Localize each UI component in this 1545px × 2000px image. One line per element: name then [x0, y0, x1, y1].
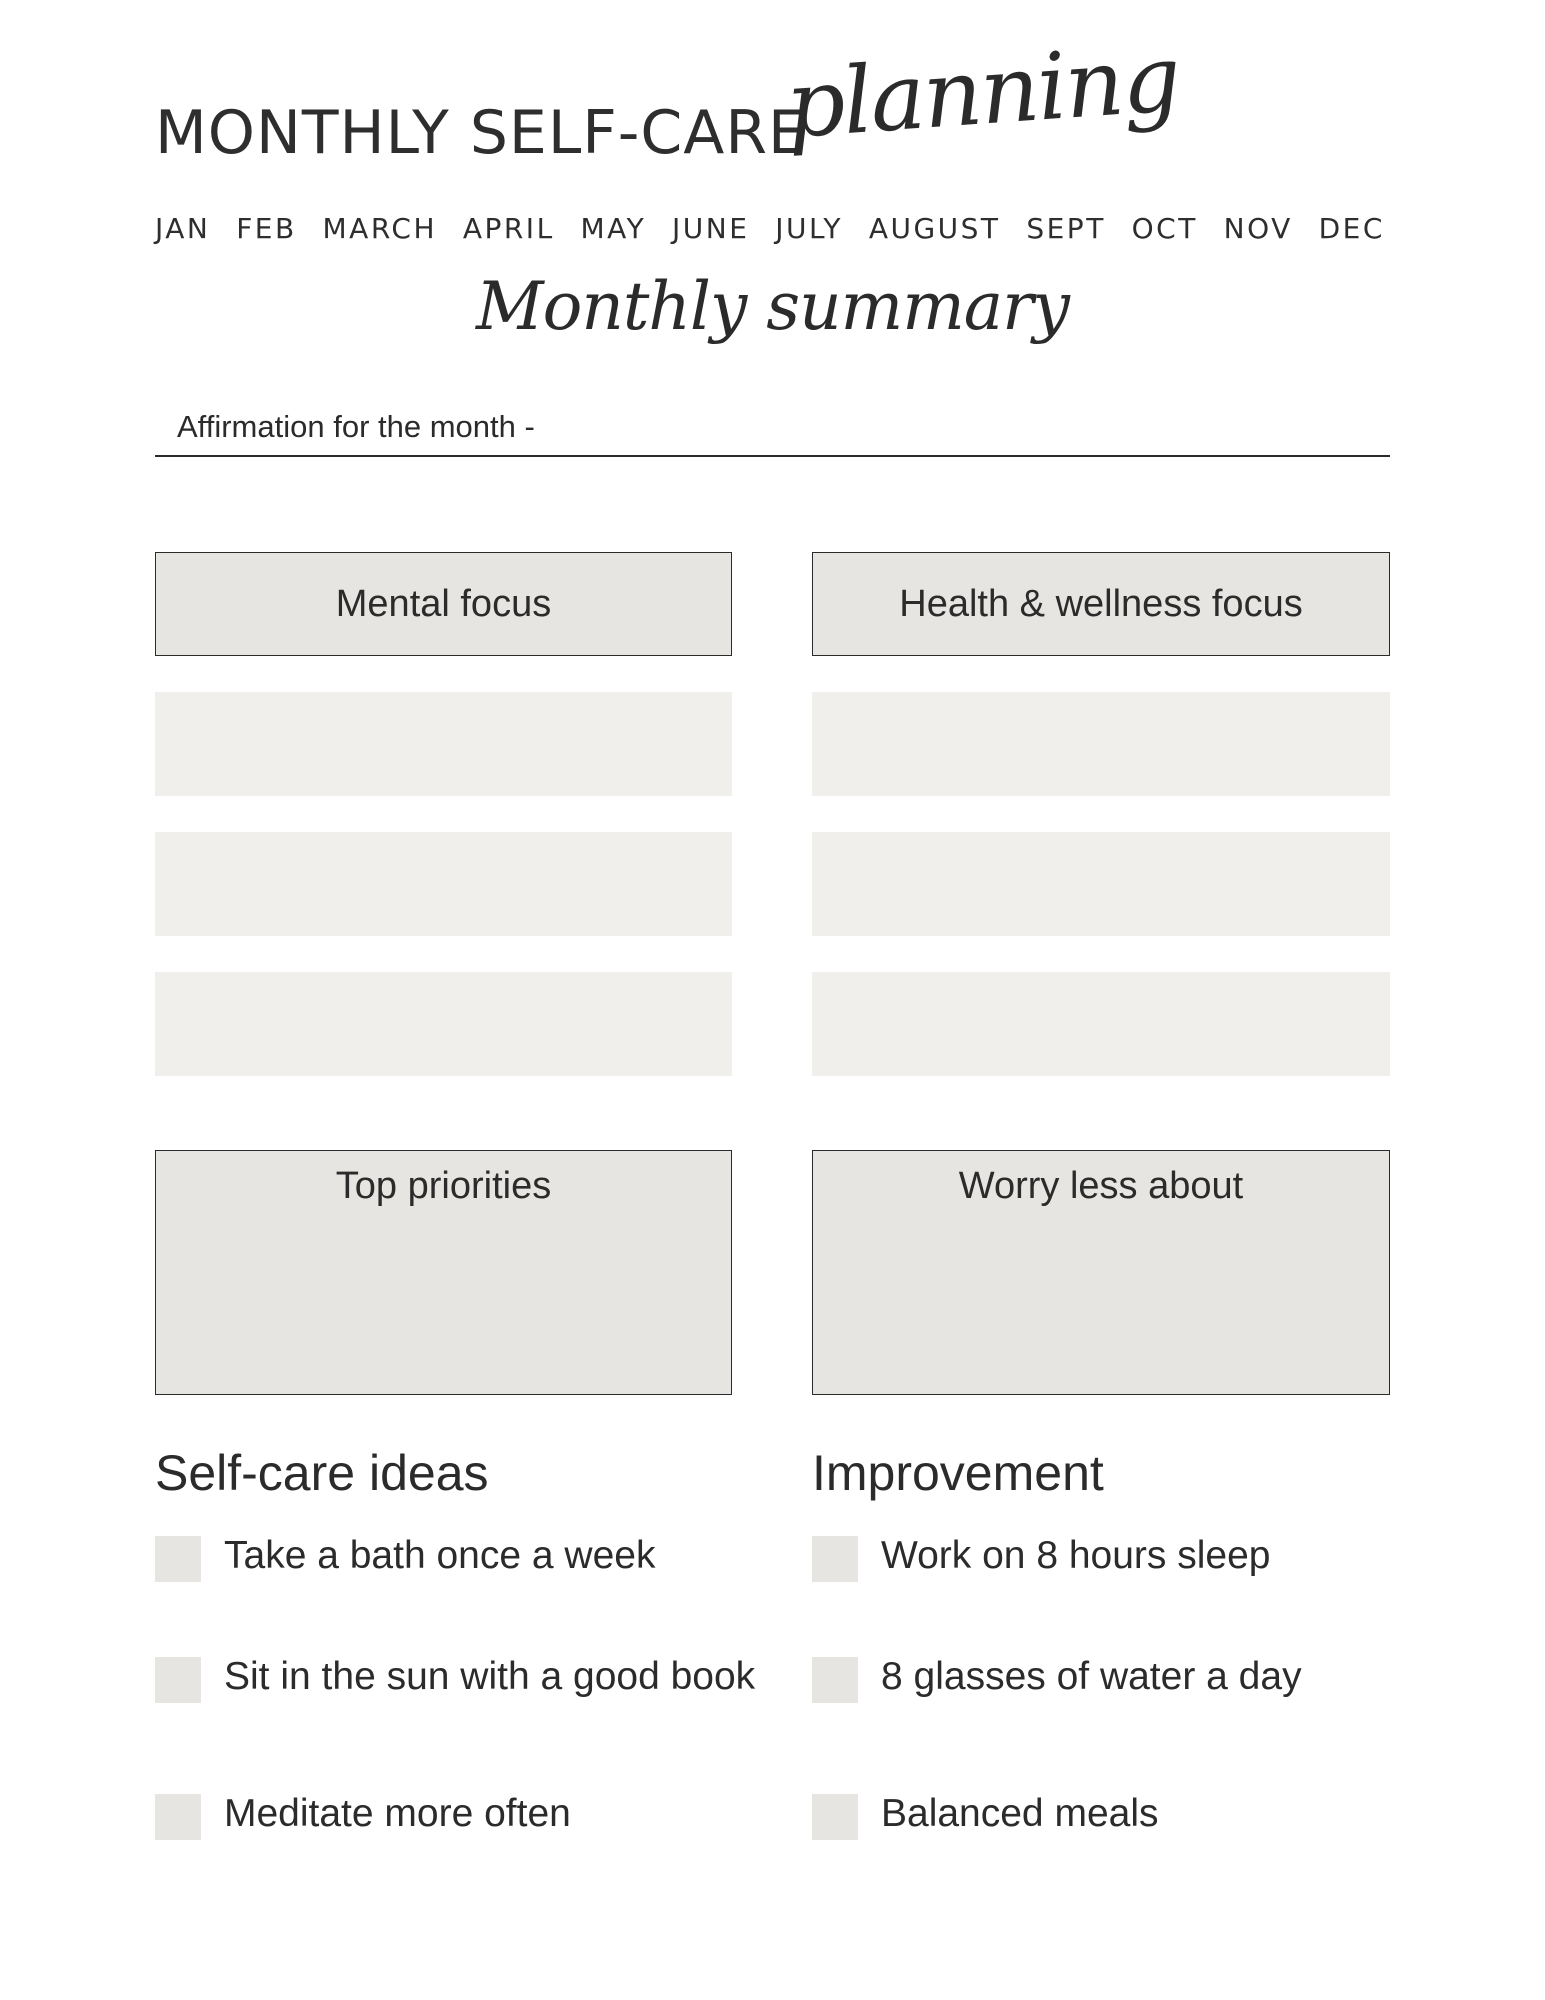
improvement-item-1: Work on 8 hours sleep: [881, 1534, 1271, 1577]
selfcare-checkbox-3[interactable]: [155, 1794, 201, 1840]
worry-less-box[interactable]: [812, 1150, 1390, 1395]
health-focus-field-3[interactable]: [812, 972, 1390, 1076]
improvement-checkbox-1[interactable]: [812, 1536, 858, 1582]
mental-focus-field-1[interactable]: [155, 692, 732, 796]
page-title: MONTHLY SELF-CARE: [155, 98, 807, 168]
mental-focus-label: Mental focus: [335, 582, 552, 625]
improvement-item-3: Balanced meals: [881, 1792, 1159, 1835]
worry-less-label: Worry less about: [958, 1165, 1244, 1207]
health-focus-field-2[interactable]: [812, 832, 1390, 936]
month-march[interactable]: MARCH: [322, 212, 437, 245]
health-focus-field-1[interactable]: [812, 692, 1390, 796]
month-july[interactable]: JULY: [775, 212, 843, 245]
month-feb[interactable]: FEB: [236, 212, 297, 245]
selfcare-ideas-title: Self-care ideas: [155, 1445, 489, 1501]
month-selector: [155, 212, 1385, 245]
mental-focus-header: [155, 552, 732, 656]
subtitle-monthly-summary: Monthly summary: [476, 268, 1069, 345]
month-nov[interactable]: NOV: [1223, 212, 1293, 245]
month-june[interactable]: JUNE: [672, 212, 750, 245]
month-april[interactable]: APRIL: [462, 212, 555, 245]
month-dec[interactable]: DEC: [1318, 212, 1385, 245]
month-jan[interactable]: JAN: [155, 212, 211, 245]
improvement-title: Improvement: [812, 1445, 1104, 1501]
title-script-planning: planning: [782, 24, 1183, 159]
mental-focus-field-2[interactable]: [155, 832, 732, 936]
month-oct[interactable]: OCT: [1131, 212, 1198, 245]
selfcare-checkbox-2[interactable]: [155, 1657, 201, 1703]
selfcare-item-2: Sit in the sun with a good book: [224, 1655, 756, 1698]
month-sept[interactable]: SEPT: [1026, 212, 1106, 245]
affirmation-input-line[interactable]: [155, 455, 1390, 457]
improvement-checkbox-2[interactable]: [812, 1657, 858, 1703]
top-priorities-box[interactable]: [155, 1150, 732, 1395]
selfcare-checkbox-1[interactable]: [155, 1536, 201, 1582]
month-may[interactable]: MAY: [580, 212, 647, 245]
health-focus-label: Health & wellness focus: [899, 582, 1303, 625]
month-august[interactable]: AUGUST: [868, 212, 1001, 245]
selfcare-item-3: Meditate more often: [224, 1792, 571, 1835]
improvement-item-2: 8 glasses of water a day: [881, 1655, 1302, 1698]
improvement-checkbox-3[interactable]: [812, 1794, 858, 1840]
health-focus-header: [812, 552, 1390, 656]
top-priorities-label: Top priorities: [335, 1165, 552, 1207]
mental-focus-field-3[interactable]: [155, 972, 732, 1076]
selfcare-item-1: Take a bath once a week: [224, 1534, 656, 1577]
affirmation-label: Affirmation for the month -: [177, 409, 535, 444]
